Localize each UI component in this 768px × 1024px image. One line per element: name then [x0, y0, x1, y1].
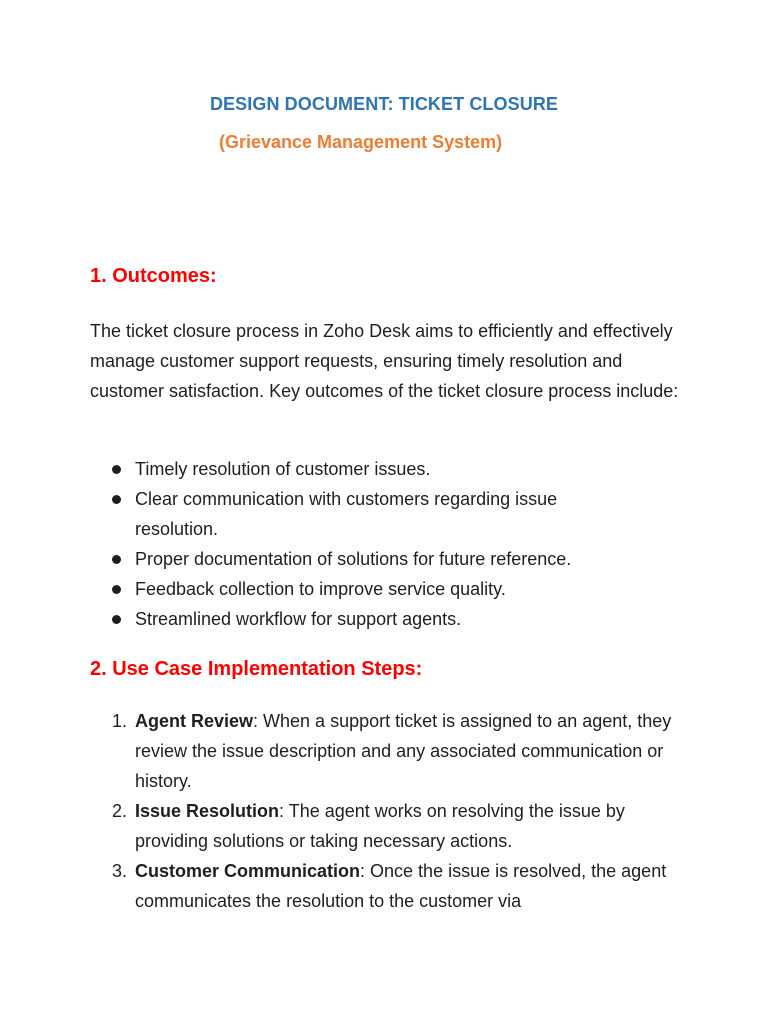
step-number: 3.	[112, 861, 128, 881]
bullet-text: Streamlined workflow for support agents.	[135, 609, 462, 629]
document-subtitle: (Grievance Management System)	[219, 132, 503, 152]
outcomes-bullet-list	[0, 454, 635, 634]
bullet-icon	[112, 465, 121, 474]
document-title: DESIGN DOCUMENT: TICKET CLOSURE	[209, 94, 559, 114]
step-description: : The agent works on resolving the issue by providing solutions or taking necessary actions.	[135, 801, 625, 851]
bullet-text: Timely resolution of customer issues.	[135, 459, 431, 479]
step-description: : When a support ticket is assigned to an agent, they review the issue description and any associated communication or history.	[135, 711, 672, 791]
outcomes-paragraph: The ticket closure process in Zoho Desk aims to efficiently and effectively manage customer support requests, ensuring timely resolution and customer satisfaction. Key outcomes of the ticket closure process include:	[90, 321, 679, 401]
bullet-item	[0, 574, 635, 604]
bullet-item	[0, 544, 635, 574]
step-item	[0, 706, 675, 796]
section-heading-use-case-steps: 2. Use Case Implementation Steps:	[90, 658, 423, 680]
bullet-item	[0, 454, 635, 484]
step-term: Customer Communication	[135, 861, 361, 881]
step-item	[0, 856, 675, 916]
bullet-text: Feedback collection to improve service quality.	[135, 579, 506, 599]
step-number: 1.	[112, 711, 128, 731]
implementation-steps-list	[0, 706, 675, 916]
step-description: : Once the issue is resolved, the agent communicates the resolution to the customer via	[135, 861, 667, 911]
bullet-icon	[112, 585, 121, 594]
step-item	[0, 796, 675, 856]
bullet-item	[0, 604, 635, 634]
step-number: 2.	[112, 801, 128, 821]
bullet-text: Clear communication with customers regarding issue resolution.	[135, 489, 558, 539]
bullet-icon	[112, 615, 121, 624]
step-term: Issue Resolution	[135, 801, 280, 821]
section-heading-outcomes: 1. Outcomes:	[90, 265, 217, 287]
step-term: Agent Review	[135, 711, 254, 731]
bullet-icon	[112, 555, 121, 564]
bullet-item	[0, 484, 635, 544]
bullet-icon	[112, 495, 121, 504]
bullet-text: Proper documentation of solutions for future reference.	[135, 549, 572, 569]
